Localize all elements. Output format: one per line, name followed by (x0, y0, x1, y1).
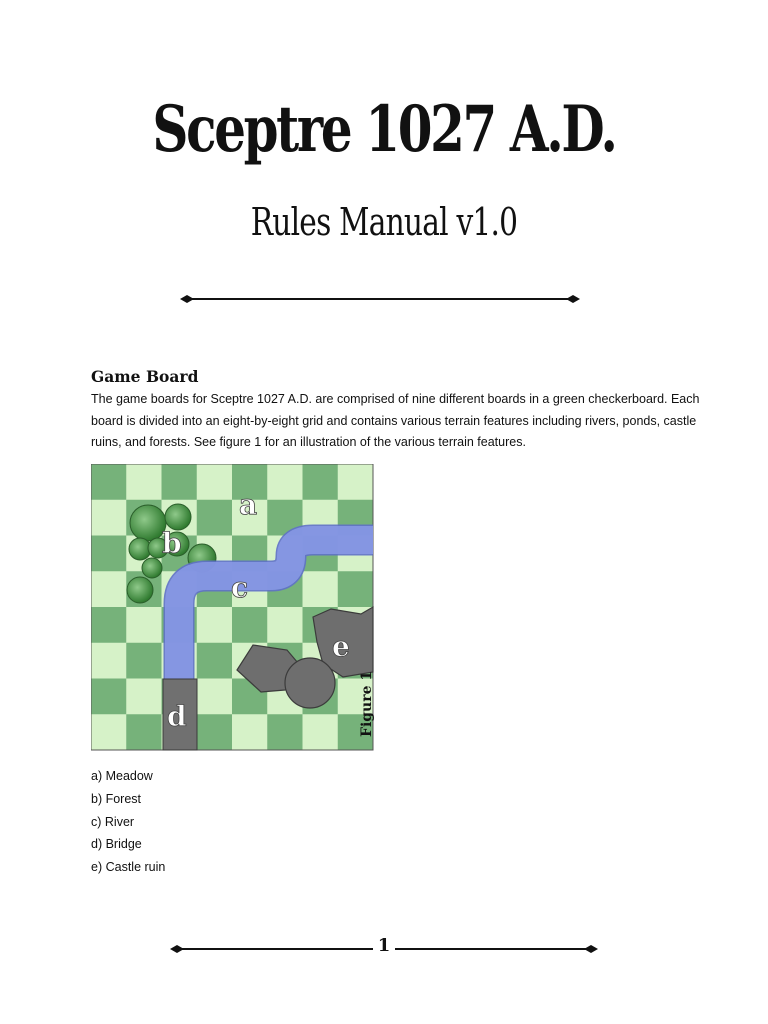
legend-item-forest: b) Forest (91, 791, 142, 806)
tree (130, 505, 166, 541)
tree (127, 577, 153, 603)
figure-label: Figure 1 (359, 670, 375, 737)
marker-e: e (332, 630, 350, 663)
top-divider (180, 292, 580, 306)
figure-board (91, 464, 375, 752)
page-number: 1 (373, 935, 395, 956)
legend-item-meadow: a) Meadow (91, 769, 153, 783)
document-subtitle: Rules Manual v1.0 (250, 200, 518, 244)
section-heading: Game Board (91, 367, 199, 386)
marker-b: b (162, 527, 182, 560)
marker-d: d (167, 700, 187, 733)
marker-c: c (231, 571, 249, 604)
marker-a: a (239, 488, 258, 521)
legend-list (91, 765, 165, 879)
legend-item-river: c) River (91, 814, 135, 829)
legend-item-bridge: d) Bridge (91, 837, 142, 852)
checkerboard (91, 464, 373, 750)
document-title: Sceptre 1027 A.D. (152, 92, 616, 167)
section-body: The game boards for Sceptre 1027 A.D. are comprised of nine different boards in a green checkerboard. Each board is divided into an eight-by-eight grid and contains various terrain features including rivers, ponds, castle ruins, and forests. See figure 1 for an illustration of the various terrain features. (91, 392, 700, 449)
legend-item-castle-ruin: e) Castle ruin (91, 860, 166, 875)
tree (142, 558, 162, 578)
